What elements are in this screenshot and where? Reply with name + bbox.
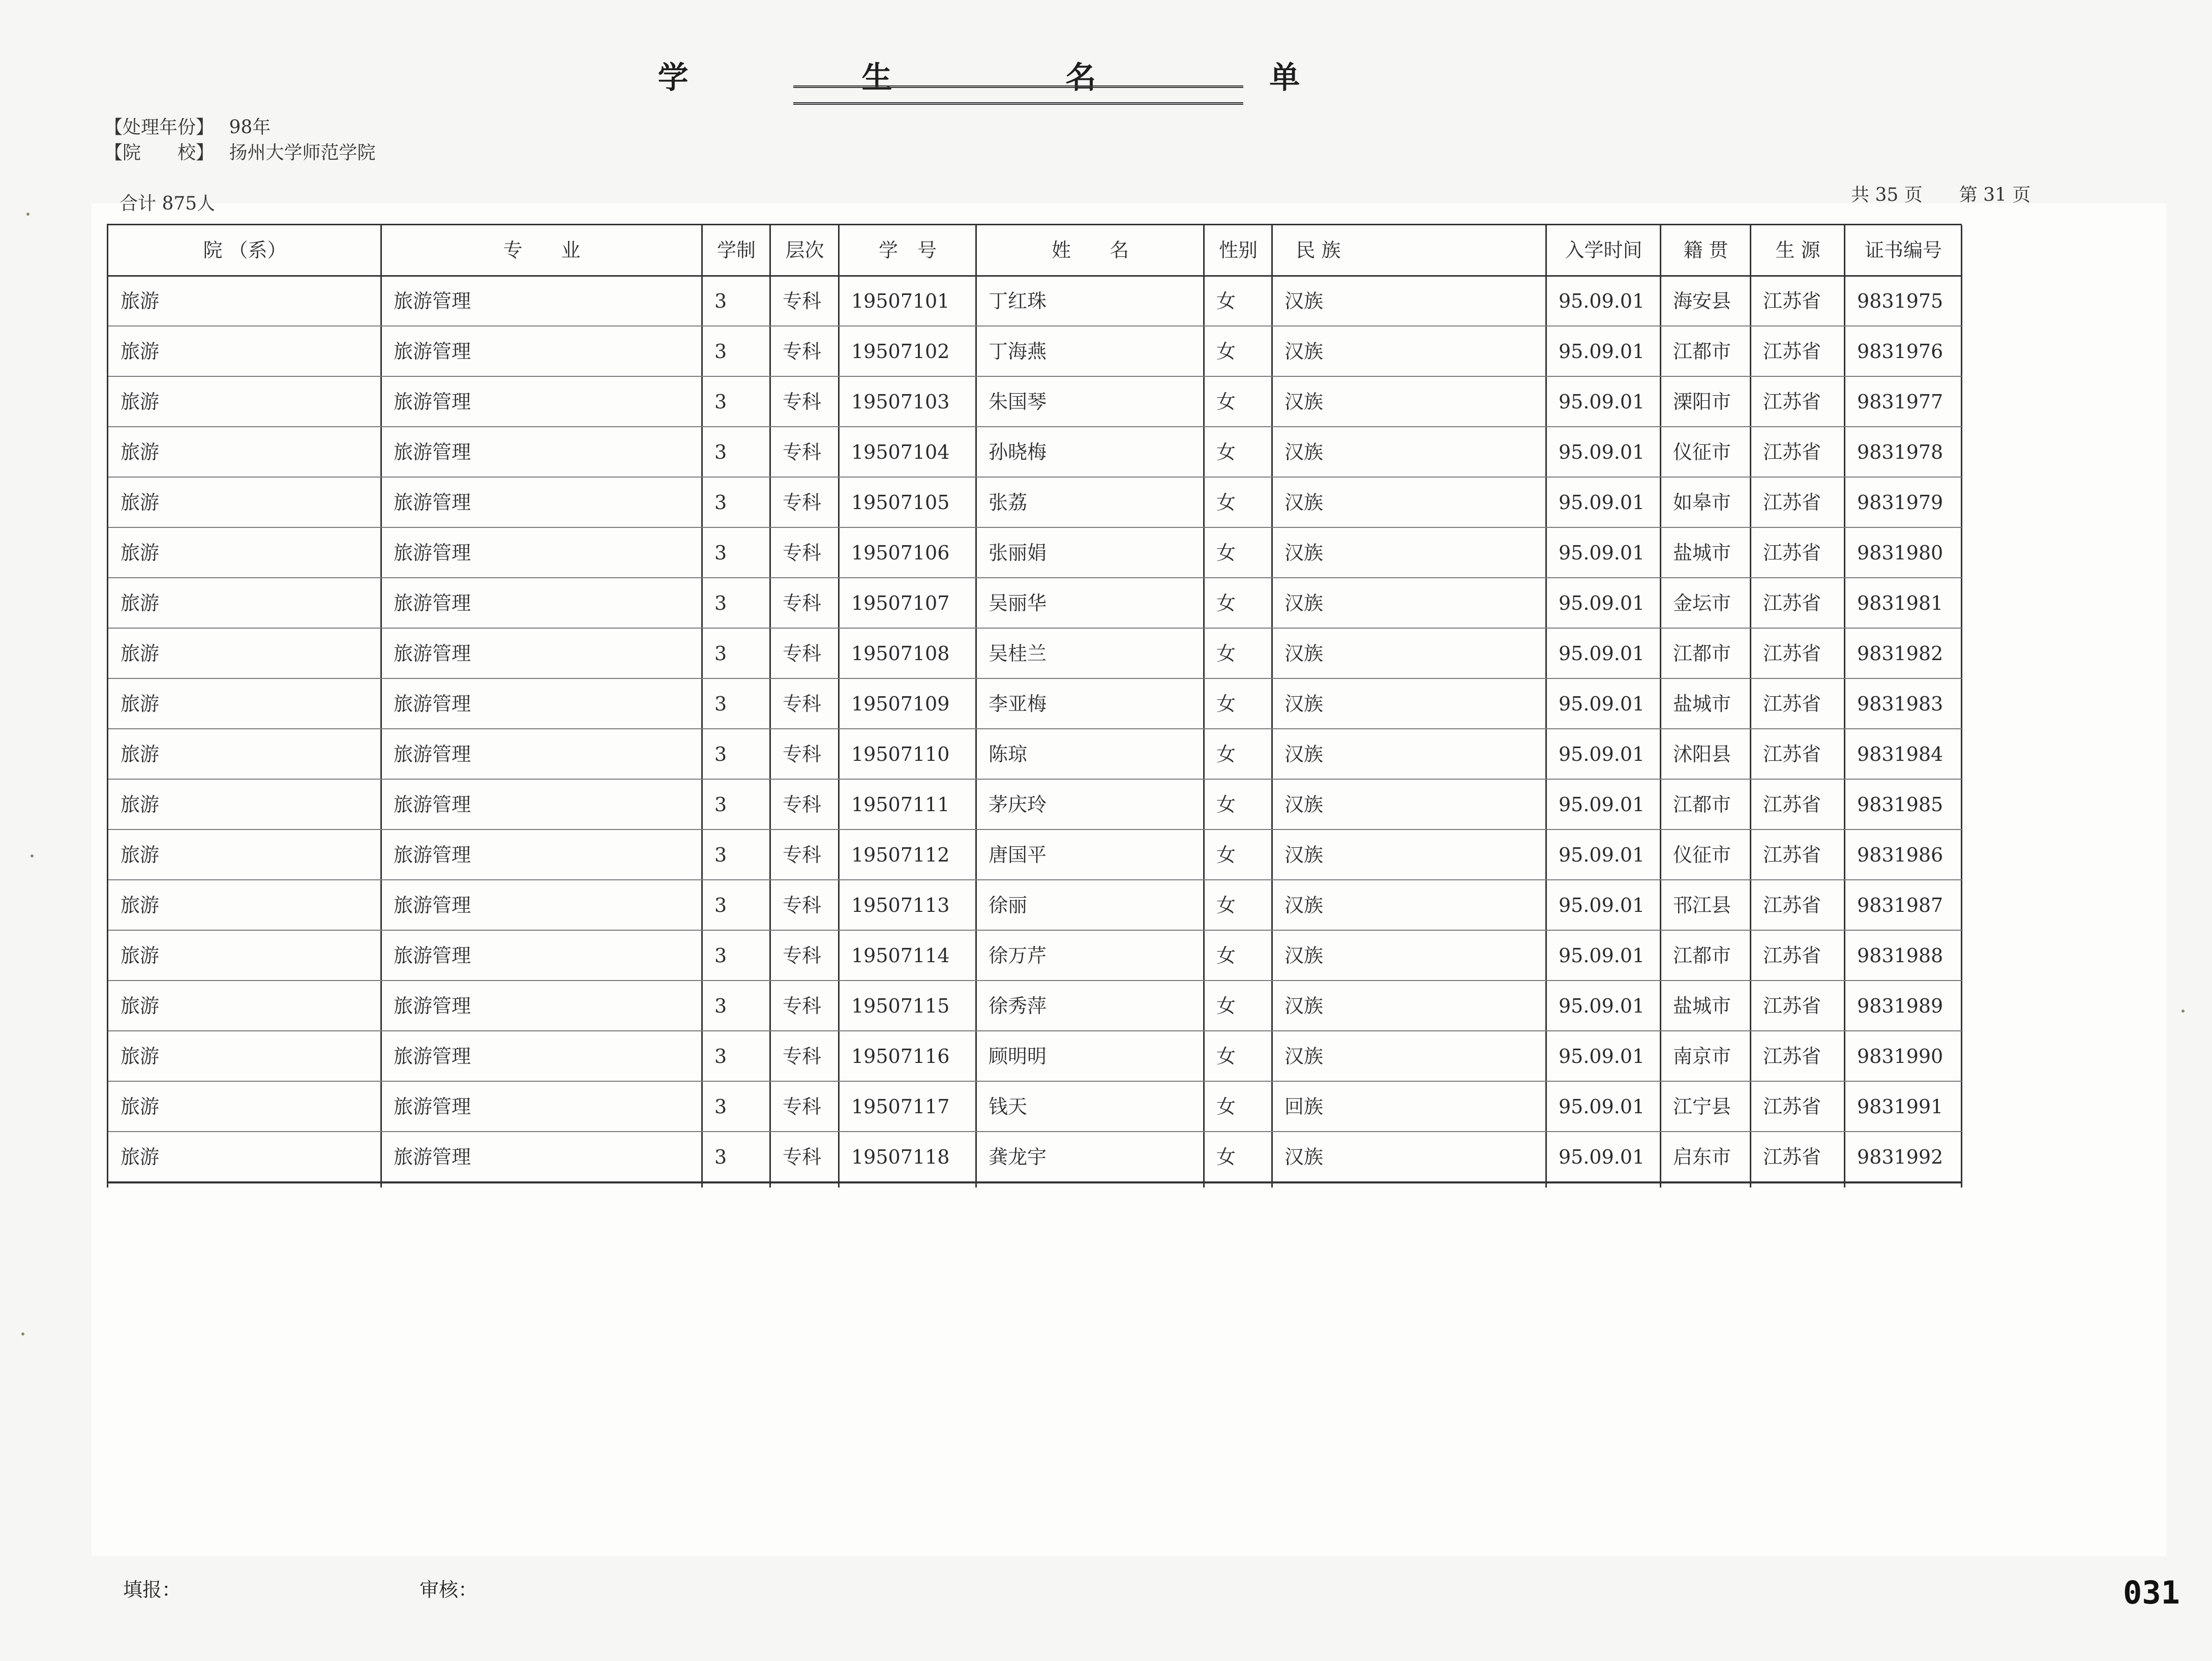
page-number: 031 xyxy=(2123,1574,2180,1611)
table-cell: 3 xyxy=(714,391,727,413)
column-divider xyxy=(975,225,977,1188)
table-cell: 19507116 xyxy=(851,1045,950,1067)
table-cell: 旅游管理 xyxy=(394,290,471,312)
column-divider xyxy=(1961,225,1962,1188)
table-cell: 9831988 xyxy=(1857,944,1944,967)
table-cell: 女 xyxy=(1216,995,1236,1017)
table-cell: 19507103 xyxy=(851,391,950,413)
table-cell: 旅游管理 xyxy=(394,491,471,514)
column-header: 学 号 xyxy=(878,239,937,261)
table-cell: 江苏省 xyxy=(1763,944,1821,967)
table-cell: 19507104 xyxy=(851,441,950,463)
table-cell: 95.09.01 xyxy=(1559,441,1645,463)
table-cell: 19507113 xyxy=(851,894,950,916)
table-cell: 旅游管理 xyxy=(394,441,471,463)
table-cell: 汉族 xyxy=(1284,995,1324,1017)
table-cell: 女 xyxy=(1216,441,1236,463)
column-divider xyxy=(838,225,840,1188)
table-cell: 95.09.01 xyxy=(1559,944,1645,967)
table-cell: 19507105 xyxy=(851,491,950,514)
table-cell: 旅游 xyxy=(121,944,160,967)
table-cell: 女 xyxy=(1216,542,1236,564)
table-cell: 95.09.01 xyxy=(1559,693,1645,715)
table-cell: 3 xyxy=(714,542,727,564)
table-cell: 3 xyxy=(714,793,727,816)
year-line xyxy=(104,113,271,139)
table-cell: 汉族 xyxy=(1284,793,1324,816)
table-cell: 9831992 xyxy=(1857,1146,1944,1168)
table-cell: 19507117 xyxy=(851,1095,950,1118)
table-cell: 95.09.01 xyxy=(1559,1095,1645,1118)
table-cell: 3 xyxy=(714,1045,727,1067)
table-cell: 徐秀萍 xyxy=(989,995,1047,1017)
table-cell: 金坛市 xyxy=(1673,592,1731,614)
table-cell: 专科 xyxy=(783,592,822,614)
student-table xyxy=(107,224,1962,1188)
table-cell: 汉族 xyxy=(1284,340,1324,363)
table-cell: 江苏省 xyxy=(1763,391,1821,413)
table-cell: 旅游 xyxy=(121,995,160,1017)
table-cell: 如皋市 xyxy=(1673,491,1731,514)
table-cell: 旅游 xyxy=(121,793,160,816)
table-cell: 19507102 xyxy=(851,340,950,363)
table-cell: 汉族 xyxy=(1284,542,1324,564)
column-header: 专 业 xyxy=(503,239,581,261)
table-cell: 江苏省 xyxy=(1763,642,1821,665)
table-cell: 95.09.01 xyxy=(1559,542,1645,564)
table-cell: 女 xyxy=(1216,793,1236,816)
table-cell: 19507111 xyxy=(851,793,950,816)
table-cell: 回族 xyxy=(1284,1095,1324,1118)
table-cell: 3 xyxy=(714,290,727,312)
table-cell: 95.09.01 xyxy=(1559,1146,1645,1168)
table-cell: 旅游管理 xyxy=(394,340,471,363)
table-cell: 盐城市 xyxy=(1673,693,1731,715)
table-cell: 徐万芹 xyxy=(989,944,1047,967)
reviewed-by-label: 审核： xyxy=(420,1579,478,1601)
table-cell: 95.09.01 xyxy=(1559,844,1645,866)
table-cell: 19507101 xyxy=(851,290,950,312)
year-value: 98年 xyxy=(229,117,271,138)
table-cell: 3 xyxy=(714,693,727,715)
table-cell: 专科 xyxy=(783,441,822,463)
column-header: 层次 xyxy=(785,239,824,261)
column-divider xyxy=(1750,225,1751,1188)
table-cell: 启东市 xyxy=(1673,1146,1731,1168)
table-cell: 旅游管理 xyxy=(394,1095,471,1118)
table-cell: 9831987 xyxy=(1857,894,1944,916)
table-cell: 旅游 xyxy=(121,542,160,564)
table-cell: 19507107 xyxy=(851,592,950,614)
table-cell: 朱国琴 xyxy=(989,391,1047,413)
column-divider xyxy=(1271,225,1273,1188)
column-header: 民 族 xyxy=(1296,239,1341,261)
table-cell: 汉族 xyxy=(1284,491,1324,514)
table-cell: 旅游 xyxy=(121,743,160,765)
column-header: 入学时间 xyxy=(1565,239,1642,261)
table-cell: 9831991 xyxy=(1857,1095,1944,1118)
table-cell: 专科 xyxy=(783,1146,822,1168)
table-cell: 女 xyxy=(1216,944,1236,967)
table-cell: 旅游管理 xyxy=(394,944,471,967)
column-header: 生 源 xyxy=(1775,239,1820,261)
title-underline xyxy=(793,85,1243,105)
page-title: 学 生 名 单 xyxy=(657,60,1382,96)
table-cell: 9831984 xyxy=(1857,743,1944,765)
table-cell: 专科 xyxy=(783,491,822,514)
table-cell: 旅游管理 xyxy=(394,642,471,665)
scan-speck xyxy=(31,854,34,857)
table-cell: 江苏省 xyxy=(1763,793,1821,816)
column-divider xyxy=(701,225,703,1188)
table-cell: 邗江县 xyxy=(1673,894,1731,916)
table-cell: 95.09.01 xyxy=(1559,894,1645,916)
table-cell: 盐城市 xyxy=(1673,542,1731,564)
table-cell: 女 xyxy=(1216,693,1236,715)
table-cell: 95.09.01 xyxy=(1559,743,1645,765)
table-cell: 专科 xyxy=(783,693,822,715)
table-cell: 95.09.01 xyxy=(1559,995,1645,1017)
table-cell: 汉族 xyxy=(1284,693,1324,715)
table-cell: 旅游 xyxy=(121,1146,160,1168)
table-cell: 3 xyxy=(714,995,727,1017)
table-cell: 9831989 xyxy=(1857,995,1944,1017)
table-cell: 9831979 xyxy=(1857,491,1944,514)
column-header: 院 （系） xyxy=(203,239,287,261)
table-cell: 仪征市 xyxy=(1673,844,1731,866)
table-cell: 徐丽 xyxy=(989,894,1028,916)
table-cell: 19507112 xyxy=(851,844,950,866)
table-cell: 旅游 xyxy=(121,1095,160,1118)
table-cell: 95.09.01 xyxy=(1559,592,1645,614)
table-cell: 江苏省 xyxy=(1763,340,1821,363)
table-cell: 汉族 xyxy=(1284,944,1324,967)
table-cell: 汉族 xyxy=(1284,441,1324,463)
table-cell: 吴桂兰 xyxy=(989,642,1047,665)
table-cell: 旅游 xyxy=(121,441,160,463)
table-cell: 旅游管理 xyxy=(394,592,471,614)
table-cell: 9831981 xyxy=(1857,592,1944,614)
table-cell: 旅游管理 xyxy=(394,693,471,715)
table-cell: 9831977 xyxy=(1857,391,1944,413)
column-divider xyxy=(380,225,382,1188)
table-cell: 唐国平 xyxy=(989,844,1047,866)
table-cell: 汉族 xyxy=(1284,642,1324,665)
table-cell: 江都市 xyxy=(1673,340,1731,363)
table-cell: 茅庆玲 xyxy=(989,793,1047,816)
table-cell: 女 xyxy=(1216,844,1236,866)
table-cell: 江苏省 xyxy=(1763,491,1821,514)
table-cell: 江苏省 xyxy=(1763,693,1821,715)
table-cell: 3 xyxy=(714,1146,727,1168)
scan-speck xyxy=(21,1332,24,1336)
table-cell: 旅游 xyxy=(121,290,160,312)
table-cell: 19507110 xyxy=(851,743,950,765)
table-cell: 95.09.01 xyxy=(1559,642,1645,665)
table-cell: 女 xyxy=(1216,894,1236,916)
table-cell: 3 xyxy=(714,340,727,363)
table-cell: 3 xyxy=(714,642,727,665)
school-value: 扬州大学师范学院 xyxy=(229,142,376,163)
table-cell: 专科 xyxy=(783,743,822,765)
table-cell: 张丽娟 xyxy=(989,542,1047,564)
table-cell: 旅游 xyxy=(121,693,160,715)
table-cell: 陈琼 xyxy=(989,743,1028,765)
column-divider xyxy=(1203,225,1205,1188)
table-cell: 旅游 xyxy=(121,844,160,866)
table-cell: 9831975 xyxy=(1857,290,1944,312)
table-cell: 女 xyxy=(1216,391,1236,413)
table-cell: 女 xyxy=(1216,1045,1236,1067)
table-cell: 旅游 xyxy=(121,642,160,665)
table-cell: 龚龙宇 xyxy=(989,1146,1047,1168)
table-cell: 3 xyxy=(714,592,727,614)
column-header: 姓 名 xyxy=(1051,239,1129,261)
scan-speck xyxy=(26,213,29,216)
table-cell: 19507118 xyxy=(851,1146,950,1168)
table-cell: 3 xyxy=(714,1095,727,1118)
table-cell: 江都市 xyxy=(1673,944,1731,967)
column-header: 证书编号 xyxy=(1864,239,1942,261)
table-cell: 女 xyxy=(1216,1146,1236,1168)
scan-speck xyxy=(2181,1010,2185,1013)
table-cell: 吴丽华 xyxy=(989,592,1047,614)
table-cell: 丁海燕 xyxy=(989,340,1047,363)
table-cell: 19507106 xyxy=(851,542,950,564)
table-cell: 汉族 xyxy=(1284,743,1324,765)
table-cell: 9831976 xyxy=(1857,340,1944,363)
table-cell: 江都市 xyxy=(1673,793,1731,816)
table-cell: 汉族 xyxy=(1284,844,1324,866)
table-cell: 3 xyxy=(714,944,727,967)
table-cell: 3 xyxy=(714,491,727,514)
column-divider xyxy=(1660,225,1661,1188)
table-cell: 张荔 xyxy=(989,491,1028,514)
table-cell: 江苏省 xyxy=(1763,592,1821,614)
table-cell: 旅游管理 xyxy=(394,1045,471,1067)
table-cell: 江苏省 xyxy=(1763,894,1821,916)
table-cell: 旅游 xyxy=(121,1045,160,1067)
table-cell: 江苏省 xyxy=(1763,844,1821,866)
table-cell: 3 xyxy=(714,894,727,916)
table-cell: 95.09.01 xyxy=(1559,491,1645,514)
table-cell: 3 xyxy=(714,743,727,765)
table-cell: 专科 xyxy=(783,290,822,312)
table-cell: 旅游 xyxy=(121,391,160,413)
table-cell: 汉族 xyxy=(1284,391,1324,413)
table-cell: 旅游 xyxy=(121,340,160,363)
table-cell: 3 xyxy=(714,844,727,866)
table-cell: 孙晓梅 xyxy=(989,441,1047,463)
table-cell: 丁红珠 xyxy=(989,290,1047,312)
table-cell: 旅游 xyxy=(121,491,160,514)
table-cell: 19507114 xyxy=(851,944,950,967)
table-cell: 专科 xyxy=(783,944,822,967)
table-cell: 专科 xyxy=(783,542,822,564)
table-cell: 3 xyxy=(714,441,727,463)
table-cell: 汉族 xyxy=(1284,1146,1324,1168)
table-cell: 专科 xyxy=(783,894,822,916)
table-cell: 旅游管理 xyxy=(394,743,471,765)
table-cell: 旅游 xyxy=(121,894,160,916)
table-cell: 女 xyxy=(1216,743,1236,765)
table-cell: 专科 xyxy=(783,793,822,816)
table-cell: 海安县 xyxy=(1673,290,1731,312)
table-cell: 江苏省 xyxy=(1763,1045,1821,1067)
table-cell: 9831982 xyxy=(1857,642,1944,665)
table-cell: 专科 xyxy=(783,844,822,866)
table-cell: 9831978 xyxy=(1857,441,1944,463)
table-cell: 9831986 xyxy=(1857,844,1944,866)
table-cell: 汉族 xyxy=(1284,894,1324,916)
table-cell: 专科 xyxy=(783,391,822,413)
table-cell: 旅游管理 xyxy=(394,391,471,413)
table-cell: 江苏省 xyxy=(1763,1146,1821,1168)
table-cell: 9831990 xyxy=(1857,1045,1944,1067)
table-cell: 专科 xyxy=(783,340,822,363)
column-header: 学制 xyxy=(716,239,756,261)
table-cell: 南京市 xyxy=(1673,1045,1731,1067)
table-cell: 专科 xyxy=(783,642,822,665)
filled-by-label: 填报： xyxy=(123,1579,182,1601)
table-cell: 女 xyxy=(1216,491,1236,514)
table-cell: 旅游管理 xyxy=(394,844,471,866)
total-count: 合计 875人 xyxy=(119,193,216,214)
table-cell: 女 xyxy=(1216,340,1236,363)
table-cell: 19507109 xyxy=(851,693,950,715)
table-cell: 江苏省 xyxy=(1763,290,1821,312)
table-cell: 95.09.01 xyxy=(1559,340,1645,363)
table-cell: 95.09.01 xyxy=(1559,391,1645,413)
school-label: 【院 校】 xyxy=(104,142,215,163)
table-cell: 溧阳市 xyxy=(1673,391,1731,413)
table-cell: 江苏省 xyxy=(1763,1095,1821,1118)
table-cell: 女 xyxy=(1216,642,1236,665)
year-label: 【处理年份】 xyxy=(104,117,215,138)
table-cell: 江都市 xyxy=(1673,642,1731,665)
table-cell: 李亚梅 xyxy=(989,693,1047,715)
table-cell: 女 xyxy=(1216,1095,1236,1118)
column-divider xyxy=(769,225,771,1188)
table-cell: 专科 xyxy=(783,1045,822,1067)
blank-column-gap xyxy=(1364,225,1546,1188)
column-divider xyxy=(1545,225,1547,1188)
table-cell: 钱天 xyxy=(989,1095,1028,1118)
column-header: 性别 xyxy=(1218,239,1258,261)
table-cell: 19507108 xyxy=(851,642,950,665)
table-cell: 顾明明 xyxy=(989,1045,1047,1067)
column-header: 籍 贯 xyxy=(1683,239,1728,261)
table-cell: 95.09.01 xyxy=(1559,290,1645,312)
table-cell: 沭阳县 xyxy=(1673,743,1731,765)
table-cell: 19507115 xyxy=(851,995,950,1017)
table-cell: 专科 xyxy=(783,995,822,1017)
table-cell: 旅游 xyxy=(121,592,160,614)
table-cell: 汉族 xyxy=(1284,1045,1324,1067)
table-cell: 江苏省 xyxy=(1763,995,1821,1017)
table-cell: 专科 xyxy=(783,1095,822,1118)
table-cell: 95.09.01 xyxy=(1559,1045,1645,1067)
table-cell: 旅游管理 xyxy=(394,995,471,1017)
table-cell: 旅游管理 xyxy=(394,542,471,564)
table-cell: 盐城市 xyxy=(1673,995,1731,1017)
table-cell: 仪征市 xyxy=(1673,441,1731,463)
school-line xyxy=(104,138,375,164)
table-cell: 9831980 xyxy=(1857,542,1944,564)
table-cell: 江宁县 xyxy=(1673,1095,1731,1118)
table-cell: 旅游管理 xyxy=(394,1146,471,1168)
table-cell: 江苏省 xyxy=(1763,441,1821,463)
table-cell: 女 xyxy=(1216,290,1236,312)
table-cell: 女 xyxy=(1216,592,1236,614)
table-cell: 9831983 xyxy=(1857,693,1944,715)
table-cell: 旅游管理 xyxy=(394,793,471,816)
table-cell: 汉族 xyxy=(1284,592,1324,614)
table-cell: 江苏省 xyxy=(1763,542,1821,564)
table-cell: 汉族 xyxy=(1284,290,1324,312)
column-divider xyxy=(1844,225,1845,1188)
page-indicator: 共 35 页 第 31 页 xyxy=(1851,185,2031,205)
table-cell: 江苏省 xyxy=(1763,743,1821,765)
table-cell: 旅游管理 xyxy=(394,894,471,916)
table-cell: 9831985 xyxy=(1857,793,1944,816)
table-cell: 95.09.01 xyxy=(1559,793,1645,816)
